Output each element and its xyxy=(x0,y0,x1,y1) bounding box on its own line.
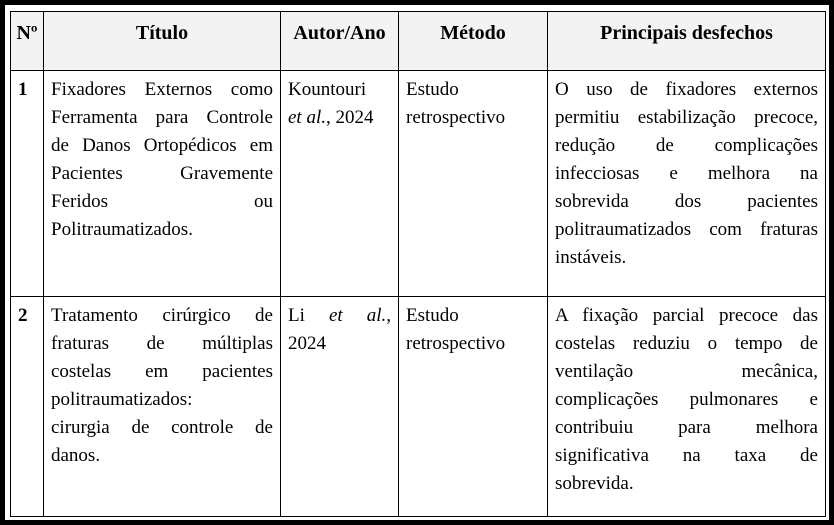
studies-review-table xyxy=(10,11,826,517)
text-line: politraumatizados: xyxy=(51,389,193,410)
text-line: Kountouri xyxy=(288,79,367,100)
cell-titulo-1 xyxy=(44,71,281,297)
text-line: retrospectivo xyxy=(406,333,506,354)
text-line: complicações pulmonares e xyxy=(555,389,818,410)
text-line: Pacientes Gravemente xyxy=(51,163,273,184)
text-line: 2024 xyxy=(288,333,326,354)
text-line: politraumatizados com fraturas xyxy=(555,219,818,240)
cell-autor-ano-1 xyxy=(281,71,399,297)
table-row-study-2 xyxy=(11,297,826,517)
text-line: permitiu estabilização precoce, xyxy=(555,107,818,128)
text-line: redução de complicações xyxy=(555,135,818,156)
text-line: Estudo xyxy=(406,79,459,100)
text-line: instáveis. xyxy=(555,247,627,268)
cell-autor-ano-2 xyxy=(281,297,399,517)
table-row-study-1 xyxy=(11,71,826,297)
cell-metodo-1 xyxy=(399,71,548,297)
text-line: Feridos ou xyxy=(51,191,273,212)
text-line: Ferramenta para Controle xyxy=(51,107,273,128)
cell-metodo-2 xyxy=(399,297,548,517)
text-line: A fixação parcial precoce das xyxy=(555,305,818,326)
cell-numero-2: 2 xyxy=(11,297,44,517)
column-header-titulo: Título xyxy=(44,12,281,71)
text-line: contribuiu para melhora xyxy=(555,417,818,438)
cell-numero-1: 1 xyxy=(11,71,44,297)
text-line: infecciosas e melhora na xyxy=(555,163,818,184)
text-line: de Danos Ortopédicos em xyxy=(51,135,273,156)
text-line: ventilação mecânica, xyxy=(555,361,818,382)
header-row xyxy=(11,12,826,71)
column-header-metodo: Método xyxy=(399,12,548,71)
text-line: Fixadores Externos como xyxy=(51,79,273,100)
text-line: Politraumatizados. xyxy=(51,219,193,240)
cell-desfechos-1 xyxy=(548,71,826,297)
text-line: sobrevida dos pacientes xyxy=(555,191,818,212)
text-line: fraturas de múltiplas xyxy=(51,333,273,354)
column-header-principais-desfechos: Principais desfechos xyxy=(548,12,826,71)
cell-titulo-2 xyxy=(44,297,281,517)
text-line: significativa na taxa de xyxy=(555,445,818,466)
column-header-numero: Nº xyxy=(11,12,44,71)
text-line: Tratamento cirúrgico de xyxy=(51,305,273,326)
text-line: Li et al., xyxy=(288,305,391,326)
text-line: retrospectivo xyxy=(406,107,506,128)
text-line: cirurgia de controle de xyxy=(51,417,273,438)
column-header-autor-ano: Autor/Ano xyxy=(281,12,399,71)
text-line: costelas reduziu o tempo de xyxy=(555,333,818,354)
cell-desfechos-2 xyxy=(548,297,826,517)
text-line: sobrevida. xyxy=(555,473,634,494)
text-line: costelas em pacientes xyxy=(51,361,273,382)
text-line: Estudo xyxy=(406,305,459,326)
text-line: O uso de fixadores externos xyxy=(555,79,818,100)
text-line: et al., 2024 xyxy=(288,107,374,128)
text-line: danos. xyxy=(51,445,101,466)
